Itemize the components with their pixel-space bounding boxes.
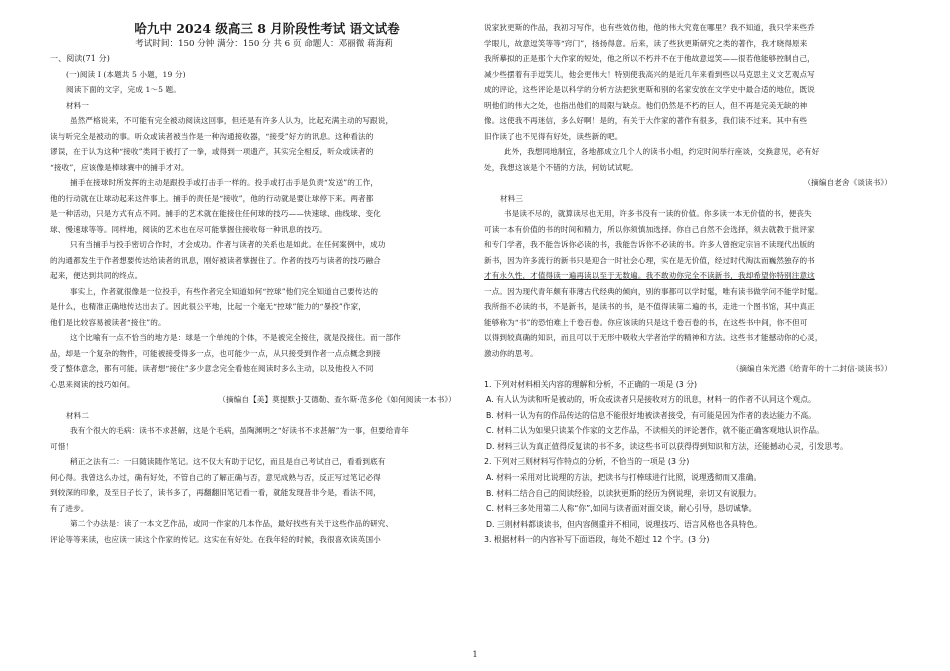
- material-2-source: （摘编自老舍《谈读书》）: [803, 178, 892, 187]
- subsection-heading: (一)阅读 I (本题共 5 小题，19 分): [66, 69, 186, 79]
- text-line: 是一种活动，只是方式有点不同。捕手的艺术就在能接住任何球的技巧——快速球、曲线球、变化: [50, 209, 381, 218]
- text-line: 起来，便达到共同的终点。: [50, 271, 143, 280]
- text-line: 心思来阅读的技巧如何。: [50, 379, 135, 389]
- left-column: [50, 20, 468, 547]
- question-1-option-d: D. 材料三认为真正值得反复读的书不多，读这些书可以获得得到知识和方法，还能撼动心灵，引发思考。: [486, 441, 848, 451]
- text-line: 处，我想这该是个不错的方法，何妨试试呢。: [484, 162, 638, 172]
- text-line: 虽然严格说来，不可能有完全被动阅读这回事，但还是有许多人认为，比起充满主动的写跟说，: [70, 116, 394, 125]
- text-line: 是什么，也精准正确地传达出去了。因此很公平地，比起一个毫无“控球”能力的“暴投”作家，: [50, 302, 366, 311]
- text-line: 可读一本有价值的书的时间和精力，所以你须慎加选择。你自己自然不会选择，须去就教于批评家: [484, 224, 815, 234]
- text-line: 学眼儿，故意逗笑等等“窍门”，扬扬得意。后来，读了些狄更斯研究之类的著作，我才晓得原来: [484, 38, 808, 48]
- question-1-option-a: A. 有人认为读和听是被动的，听众或读者只是接收对方的讯息，材料一的作者不认同这个观点。: [486, 395, 816, 405]
- text-line: 到较深的印象，及至日子长了，读书多了，再翻翻旧笔记看一看，就能发现昔非今是，看法不同，: [50, 488, 381, 497]
- text-line: 激动你的思考。: [484, 348, 538, 358]
- material-1-label: 材料一: [66, 100, 90, 110]
- question-1: 1. 下列对材料相关内容的理解和分析，不正确的一项是 (3 分): [484, 379, 698, 389]
- text-line: 第二个办法是：读了一本文艺作品，或同一作家的几本作品，最好找些有关于这些作品的研究、: [70, 519, 394, 528]
- question-2-option-d: D. 三则材料都谈读书，但内容侧重并不相同，说理技巧、语言风格也各具特色。: [486, 519, 763, 529]
- text-line: 只有当捕手与投手密切合作时，才会成功。作者与读者的关系也是如此。在任何案例中，成功: [70, 240, 386, 249]
- text-line: 书是读不尽的，就算读尽也无用，许多书没有一读的价值。你多读一本无价值的书，便丧失: [504, 209, 812, 218]
- text-line: 能够称为“书”的恐怕难上千卷百卷。你应该读的只是这千卷百卷的书，在这些书中间，你不但可: [484, 317, 808, 327]
- exam-info: 考试时间：150 分钟 满分：150 分 共 6 页 命题人：邓丽微 蒋海莉: [135, 39, 393, 49]
- text-line: 的沟通都发生于作者想要传达给读者的讯息，刚好被读者掌握住了。作者的技巧与读者的技巧融合: [50, 255, 381, 265]
- text-line: 何心得。我曾这么办过，确有好处，不管自己的了解正确与否，意见成熟与否，反正写过笔记必得: [50, 472, 381, 482]
- text-line: 我所摹拟的正是那个大作家的短处，他之所以不朽并不在于他故意逗笑——很若他能够控制自己，: [484, 54, 815, 63]
- text-line: 旧作读了也不见得有好处，读些新的吧。: [484, 131, 623, 141]
- text-line: 减少些摆着有手逗笑儿，他会更伟大！特别使我高兴的是近几年来看到些以马克思主义文艺观点写: [484, 69, 815, 79]
- text-line: “接收”，应该像是棒球赛中的捕手才对。: [50, 162, 189, 172]
- text-line: 稍正之法有二：一曰随读随作笔记。这不仅大有助于记忆，而且是自己考试自己，看看到底有: [70, 457, 386, 466]
- text-line: 我所指不必读的书，不是新书，是读书的书，是不值得读第二遍的书，走进一个图书馆，其中真正: [484, 302, 815, 311]
- right-column: [484, 20, 904, 548]
- text-line: 此外，我想同地制宜，各地都成立几个人的读书小组，约定时间举行座谈，交换意见，必有好: [504, 147, 820, 156]
- text-line: 我有个很大的毛病：读书不求甚解，这是个毛病，虽陶渊明之“好读书不求甚解”为一事，但要给青年: [70, 426, 409, 435]
- text-line: 明他们的伟大之处，也指出他们的局限与缺点。他们仍然是不朽的巨人，但不再是完美无缺的神: [484, 100, 808, 110]
- text-line: 球、慢速球等等。同样地，阅读的艺术也在尽可能掌握住接收每一种讯息的技巧。: [50, 224, 327, 234]
- material-1-body: [50, 113, 468, 392]
- text-line: 才有永久性，才值得读一遍再读以至于无数遍。我不敢劝你完全不读新书，我却希望你特别注意这: [484, 271, 815, 280]
- material-2-label: 材料二: [66, 410, 90, 420]
- material-3-source: （摘编自朱光潜《给青年的十二封信·谈读书》）: [731, 364, 892, 373]
- text-line: 新书，因为许多流行的新书只是迎合一时社会心理，实在是无价值，经过时代淘汰而巍然独存的书: [484, 255, 815, 265]
- material-2-body: [50, 423, 468, 547]
- text-line: 像。这使我不再迷信，多么好啊！是的，有关于大作家的著作有很多，我们读不过来。其中有些: [484, 116, 808, 125]
- question-2: 2. 下列对三则材料写作特点的分析，不恰当的一项是 (3 分): [484, 457, 690, 467]
- text-line: 他的行动就在让球动起来这件事上。捕手的责任是“接收”，他的行动就是要让球停下来。两者都: [50, 193, 374, 203]
- text-line: 成的评论，这些评论是以科学的分析方法把狄更斯和别的名家安放在文学史中最合适的地位，既说: [484, 85, 815, 94]
- text-line: 一点。因为现代青年颇有菲薄古代经典的倾向，别的事都可以学时髦，唯有读书做学问不能学时髦。: [484, 286, 823, 296]
- text-line: 受了整体意念，都有可能。读者想“接住”多少意念完全看他在阅读时多么主动，以及他投入不同: [50, 364, 374, 373]
- question-1-option-c: C. 材料二认为如果只读某个作家的文艺作品，不读相关的评论著作，就不能正确客观地认识作品。: [486, 426, 824, 436]
- text-line: 评论等等来读，也应读一读这个作家的传记。这实在有好处。在我年轻的时候，我很喜欢读英国小: [50, 534, 381, 544]
- material-3-label: 材料三: [500, 193, 524, 203]
- question-2-option-a: A. 材料一采用对比说理的方法，把读书与打棒球进行比照，说理透彻而又准确。: [486, 473, 762, 483]
- material-2-continued: [484, 20, 904, 175]
- section-heading: 一、阅读(71 分): [50, 54, 110, 63]
- material-1-source: （摘编自【美】莫提默·J·艾德勒、查尔斯·范多伦《如何阅读一本书》）: [218, 395, 456, 404]
- text-line: 可惜！: [50, 441, 74, 451]
- text-line: 和专门学者，我不能告诉你必读的书，我能告诉你不必读的书。许多人曾抱定宗旨不读现代出版的: [484, 240, 815, 249]
- text-line: 以得到较真确的知识，而且可以于无形中吸收大学者治学的精神和方法。这些书才能撼动你的心灵，: [484, 333, 823, 342]
- text-line: 这个比喻有一点不恰当的地方是：球是一个单纯的个体，不是被完全接住，就是没接住。而一部作: [70, 333, 401, 342]
- text-line: 品，却是一个复杂的物件，可能被接受得多一点，也可能少一点，从只接受到作者一点点概念到接: [50, 348, 381, 358]
- exam-title: 哈九中 2024 级高三 8 月阶段性考试 语文试卷: [134, 21, 400, 36]
- text-line: 说家狄更斯的作品，我初习写作，也有些效仿他，他的伟大究竟在哪里？我不知道，我只学来些乔: [484, 23, 815, 32]
- text-line: 读与听完全是被动的事。听众或读者被当作是一种沟通接收器，“接受”好方的讯息。这种看法的: [50, 131, 374, 141]
- text-line: 有了进步。: [50, 503, 89, 513]
- question-3: 3. 根据材料一的内容补写下面语段，每处不超过 12 个字。(3 分): [484, 535, 710, 545]
- text-line: 事实上，作者就很像是一位投手，有些作者完全知道如何“控球”他们完全知道自己要传达的: [70, 286, 379, 296]
- page-number: 1: [472, 650, 478, 659]
- material-3-body: [484, 206, 904, 361]
- instruction: 阅读下面的文字，完成 1～5 题。: [66, 85, 181, 94]
- text-line: 谬误，在于认为这种“接收”类同于被打了一拳，或得到一项遗产，其实完全相反，听众或读者的: [50, 147, 374, 156]
- text-line: 他们是比较容易被读者“接住”的。: [50, 317, 166, 327]
- question-2-option-c: C. 材料三多处用第二人称“你”,如同与读者面对面交谈，耐心引导，恳切诚挚。: [486, 504, 757, 514]
- question-2-option-b: B. 材料二结合自己的阅读经验，以读狄更斯的经历为例说理，亲切又有说服力。: [486, 488, 762, 498]
- question-1-option-b: B. 材料一认为有的作品传达的信息不能很好地被读者接受，有可能是因为作者的表达能力不高。: [486, 410, 816, 420]
- text-line: 捕手在接球时所发挥的主动是跟投手或打击手一样的。投手或打击手是负责“发送”的工作，: [70, 178, 379, 187]
